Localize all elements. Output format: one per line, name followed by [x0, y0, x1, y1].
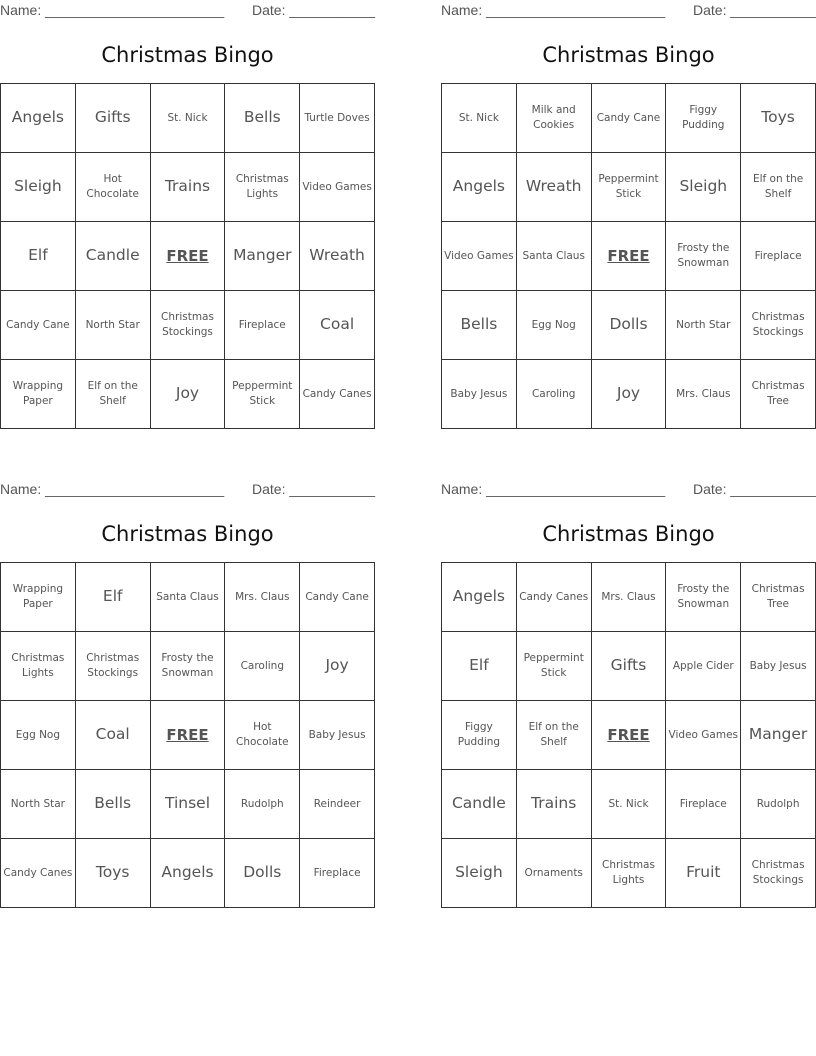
free-space: FREE: [591, 701, 666, 770]
bingo-cell: St. Nick: [591, 770, 666, 839]
bingo-row: [442, 632, 816, 701]
bingo-cell: Sleigh: [442, 839, 517, 908]
bingo-cell: St. Nick: [150, 84, 225, 153]
bingo-row: [442, 563, 816, 632]
bingo-cell: Christmas Lights: [1, 632, 76, 701]
bingo-grid: [0, 562, 375, 908]
bingo-cell: Wrapping Paper: [1, 360, 76, 429]
bingo-cell: Elf: [1, 222, 76, 291]
bingo-row: [442, 291, 816, 360]
bingo-card-3: [0, 479, 375, 908]
bingo-cell: Peppermint Stick: [591, 153, 666, 222]
bingo-cell: North Star: [666, 291, 741, 360]
card-header: [441, 479, 816, 501]
bingo-cell: Bells: [442, 291, 517, 360]
card-title: Christmas Bingo: [542, 43, 715, 67]
bingo-grid: [441, 83, 816, 429]
date-field-label: Date: ___________: [693, 481, 816, 497]
bingo-cell: Egg Nog: [1, 701, 76, 770]
bingo-cell: Egg Nog: [516, 291, 591, 360]
bingo-cell: Mrs. Claus: [225, 563, 300, 632]
bingo-cell: Manger: [741, 701, 816, 770]
bingo-cell: Peppermint Stick: [516, 632, 591, 701]
bingo-cell: Angels: [442, 153, 517, 222]
bingo-row: [442, 770, 816, 839]
bingo-row: [1, 632, 375, 701]
bingo-cell: Fireplace: [741, 222, 816, 291]
bingo-cell: Christmas Stockings: [75, 632, 150, 701]
bingo-cell: Christmas Lights: [591, 839, 666, 908]
bingo-cell: St. Nick: [442, 84, 517, 153]
date-field-label: Date: ___________: [693, 2, 816, 18]
bingo-cell: Dolls: [225, 839, 300, 908]
bingo-cell: Baby Jesus: [300, 701, 375, 770]
bingo-cell: Gifts: [75, 84, 150, 153]
bingo-cell: Hot Chocolate: [75, 153, 150, 222]
bingo-cell: Hot Chocolate: [225, 701, 300, 770]
bingo-cell: Rudolph: [741, 770, 816, 839]
bingo-cell: Candy Cane: [300, 563, 375, 632]
bingo-row: [1, 563, 375, 632]
bingo-cell: Fireplace: [666, 770, 741, 839]
bingo-cell: Trains: [516, 770, 591, 839]
card-header: [441, 0, 816, 22]
bingo-row: [442, 153, 816, 222]
name-field-label: Name: _______________________: [441, 2, 666, 18]
bingo-grid: [0, 83, 375, 429]
bingo-cell: Caroling: [225, 632, 300, 701]
bingo-row: [442, 701, 816, 770]
bingo-cell: North Star: [75, 291, 150, 360]
bingo-cell: Elf: [442, 632, 517, 701]
bingo-cell: Elf on the Shelf: [75, 360, 150, 429]
date-field-label: Date: ___________: [252, 2, 375, 18]
bingo-cell: Toys: [75, 839, 150, 908]
bingo-cell: Joy: [300, 632, 375, 701]
bingo-cell: Reindeer: [300, 770, 375, 839]
bingo-cell: Fruit: [666, 839, 741, 908]
bingo-row: [442, 84, 816, 153]
bingo-cell: Bells: [225, 84, 300, 153]
bingo-cell: Candy Cane: [1, 291, 76, 360]
bingo-row: [442, 360, 816, 429]
bingo-cell: Elf on the Shelf: [516, 701, 591, 770]
bingo-cell: Mrs. Claus: [591, 563, 666, 632]
bingo-cell: Angels: [442, 563, 517, 632]
bingo-cell: Rudolph: [225, 770, 300, 839]
name-field-label: Name: _______________________: [441, 481, 666, 497]
bingo-cell: Bells: [75, 770, 150, 839]
card-title: Christmas Bingo: [542, 522, 715, 546]
bingo-cell: Elf on the Shelf: [741, 153, 816, 222]
bingo-cell: Ornaments: [516, 839, 591, 908]
bingo-cell: Video Games: [442, 222, 517, 291]
bingo-cell: Frosty the Snowman: [666, 563, 741, 632]
bingo-cell: Christmas Tree: [741, 360, 816, 429]
bingo-row: [1, 153, 375, 222]
bingo-cell: Figgy Pudding: [442, 701, 517, 770]
bingo-cell: Coal: [75, 701, 150, 770]
bingo-cell: Christmas Stockings: [741, 839, 816, 908]
bingo-cell: Sleigh: [1, 153, 76, 222]
bingo-card-1: [0, 0, 375, 429]
bingo-cell: Fireplace: [300, 839, 375, 908]
bingo-cell: Joy: [150, 360, 225, 429]
name-field-label: Name: _______________________: [0, 481, 225, 497]
bingo-card-2: [441, 0, 816, 429]
bingo-cell: Candy Canes: [1, 839, 76, 908]
bingo-cell: Elf: [75, 563, 150, 632]
date-field-label: Date: ___________: [252, 481, 375, 497]
bingo-cell: Milk and Cookies: [516, 84, 591, 153]
bingo-cell: Christmas Stockings: [741, 291, 816, 360]
bingo-cell: Baby Jesus: [442, 360, 517, 429]
bingo-cell: Coal: [300, 291, 375, 360]
bingo-cell: Joy: [591, 360, 666, 429]
bingo-cell: Candle: [442, 770, 517, 839]
bingo-cell: Trains: [150, 153, 225, 222]
bingo-row: [1, 222, 375, 291]
bingo-cell: Manger: [225, 222, 300, 291]
bingo-row: [442, 839, 816, 908]
bingo-card-4: [441, 479, 816, 908]
bingo-cell: Wreath: [300, 222, 375, 291]
free-space: FREE: [150, 222, 225, 291]
bingo-cell: Gifts: [591, 632, 666, 701]
bingo-cell: Candy Cane: [591, 84, 666, 153]
bingo-cell: Candy Canes: [300, 360, 375, 429]
bingo-row: [442, 222, 816, 291]
card-header: [0, 479, 375, 501]
bingo-cell: Candle: [75, 222, 150, 291]
bingo-cell: Fireplace: [225, 291, 300, 360]
bingo-cell: Santa Claus: [516, 222, 591, 291]
card-title: Christmas Bingo: [101, 43, 274, 67]
bingo-row: [1, 770, 375, 839]
bingo-row: [1, 291, 375, 360]
bingo-cell: Angels: [150, 839, 225, 908]
bingo-cell: Wreath: [516, 153, 591, 222]
bingo-row: [1, 701, 375, 770]
bingo-row: [1, 839, 375, 908]
bingo-row: [1, 360, 375, 429]
card-header: [0, 0, 375, 22]
bingo-cell: Peppermint Stick: [225, 360, 300, 429]
bingo-cell: Tinsel: [150, 770, 225, 839]
card-title: Christmas Bingo: [101, 522, 274, 546]
bingo-cell: Baby Jesus: [741, 632, 816, 701]
bingo-cell: Dolls: [591, 291, 666, 360]
bingo-cell: Sleigh: [666, 153, 741, 222]
bingo-cell: Turtle Doves: [300, 84, 375, 153]
free-space: FREE: [150, 701, 225, 770]
bingo-cell: Video Games: [666, 701, 741, 770]
bingo-cell: North Star: [1, 770, 76, 839]
bingo-cell: Candy Canes: [516, 563, 591, 632]
bingo-cell: Frosty the Snowman: [666, 222, 741, 291]
bingo-cell: Angels: [1, 84, 76, 153]
bingo-cell: Toys: [741, 84, 816, 153]
bingo-cell: Christmas Lights: [225, 153, 300, 222]
bingo-cell: Mrs. Claus: [666, 360, 741, 429]
bingo-cell: Frosty the Snowman: [150, 632, 225, 701]
bingo-cell: Christmas Tree: [741, 563, 816, 632]
bingo-cell: Video Games: [300, 153, 375, 222]
bingo-cell: Figgy Pudding: [666, 84, 741, 153]
bingo-cell: Apple Cider: [666, 632, 741, 701]
bingo-grid: [441, 562, 816, 908]
free-space: FREE: [591, 222, 666, 291]
bingo-cell: Santa Claus: [150, 563, 225, 632]
bingo-cell: Christmas Stockings: [150, 291, 225, 360]
bingo-cell: Wrapping Paper: [1, 563, 76, 632]
bingo-cell: Caroling: [516, 360, 591, 429]
bingo-row: [1, 84, 375, 153]
name-field-label: Name: _______________________: [0, 2, 225, 18]
